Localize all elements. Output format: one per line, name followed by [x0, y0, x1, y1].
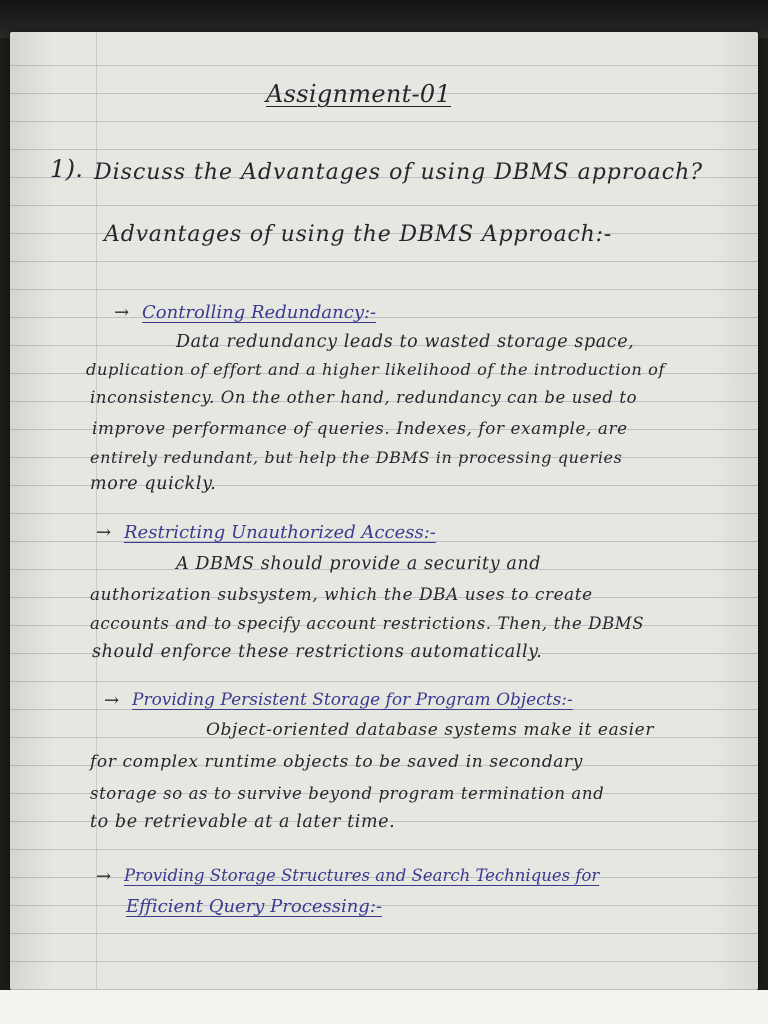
section-line: more quickly. — [90, 474, 217, 494]
section-line: entirely redundant, but help the DBMS in processing queries — [90, 448, 623, 467]
section-line: for complex runtime objects to be saved in secondary — [90, 752, 583, 772]
section-line: authorization subsystem, which the DBA uses to create — [90, 584, 593, 604]
section-line: to be retrievable at a later time. — [90, 812, 396, 832]
section-line: duplication of effort and a higher likelihood of the introduction of — [86, 360, 666, 379]
section-arrow-icon: → — [104, 690, 120, 711]
section-heading-persistent-storage: Providing Persistent Storage for Program Objects:- — [132, 690, 573, 710]
section-line: improve performance of queries. Indexes, for example, are — [92, 418, 628, 438]
section-line: inconsistency. On the other hand, redundancy can be used to — [90, 388, 638, 407]
section-line: accounts and to specify account restrictions. Then, the DBMS — [90, 614, 645, 633]
section-heading-restricting-access: Restricting Unauthorized Access:- — [124, 522, 436, 543]
section-heading-storage-structures: Providing Storage Structures and Search Techniques for — [124, 866, 600, 885]
section-arrow-icon: → — [96, 866, 112, 887]
section-line: Object-oriented database systems make it easier — [206, 720, 655, 740]
section-heading-controlling-redundancy: Controlling Redundancy:- — [142, 302, 377, 323]
section-heading-storage-structures-cont: Efficient Query Processing:- — [126, 896, 382, 917]
section-arrow-icon: → — [114, 302, 130, 323]
section-line: Data redundancy leads to wasted storage space, — [176, 332, 635, 352]
assignment-title: Assignment-01 — [266, 80, 452, 108]
section-line: A DBMS should provide a security and — [176, 554, 542, 574]
photo-background-bottom — [0, 990, 768, 1024]
question-text: Discuss the Advantages of using DBMS approach? — [94, 160, 704, 185]
question-number: 1). — [50, 155, 84, 183]
section-line: storage so as to survive beyond program termination and — [90, 784, 605, 803]
section-line: should enforce these restrictions automatically. — [92, 642, 543, 662]
answer-heading: Advantages of using the DBMS Approach:- — [104, 222, 613, 247]
section-arrow-icon: → — [96, 522, 112, 543]
